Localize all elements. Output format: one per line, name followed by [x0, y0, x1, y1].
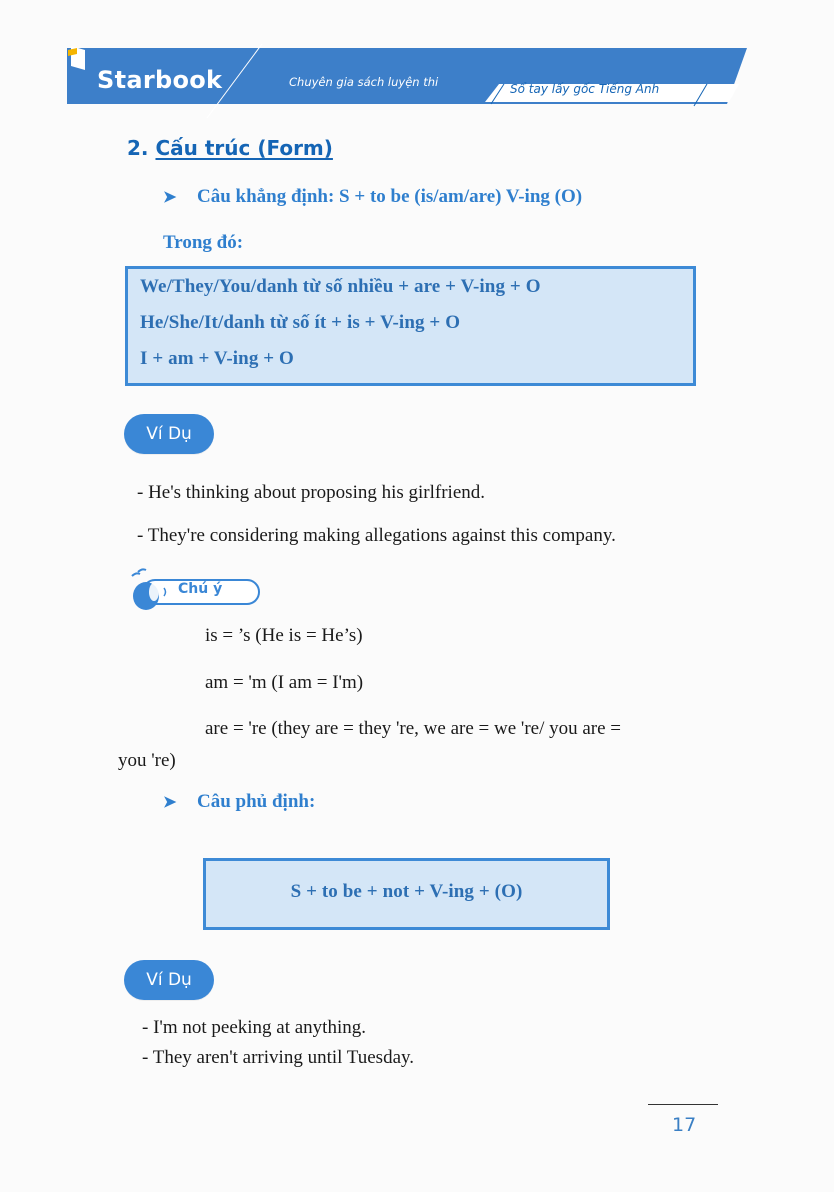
affirmative-heading-text: Câu khẳng định: S + to be (is/am/are) V-ing (O) — [197, 186, 583, 207]
page-header-band — [67, 44, 747, 118]
example-sentence: - They aren't arriving until Tuesday. — [142, 1047, 415, 1068]
note-line: is = ’s (He is = He’s) — [205, 625, 363, 646]
form-line-singular: He/She/It/danh từ số ít + is + V-ing + O — [140, 312, 461, 333]
example-sentence: - They're considering making allegations against this company. — [137, 525, 616, 546]
negative-heading — [163, 791, 315, 813]
header-tagline: Chuyên gia sách luyện thi — [289, 75, 439, 89]
example-sentence: - He's thinking about proposing his girlfriend. — [137, 482, 486, 503]
note-label: Chú ý — [178, 581, 223, 597]
book-subtitle: Sổ tay lấy gốc Tiếng Anh — [510, 82, 660, 96]
section-title — [127, 136, 333, 160]
section-number: 2. — [127, 136, 149, 160]
negative-form-box — [203, 858, 610, 930]
example-label-pill: Ví Dụ — [124, 960, 214, 1000]
page-number: 17 — [672, 1114, 697, 1136]
arrow-bullet-icon: ➤ — [163, 794, 177, 811]
negative-heading-text: Câu phủ định: — [197, 791, 316, 812]
example-label-pill: Ví Dụ — [124, 414, 214, 454]
affirmative-heading — [163, 186, 582, 208]
section-title-text: Cấu trúc (Form) — [155, 136, 333, 160]
note-badge — [124, 566, 264, 616]
negative-form: S + to be + not + V-ing + (O) — [290, 881, 523, 902]
starbook-logo-icon — [67, 44, 89, 74]
where-label: Trong đó: — [163, 232, 244, 253]
note-line: are = 're (they are = they 're, we are = we 're/ you are = — [205, 718, 622, 739]
arrow-bullet-icon: ➤ — [163, 189, 177, 206]
note-line: am = 'm (I am = I'm) — [205, 672, 364, 693]
bleed-through-texture — [560, 130, 564, 147]
example-sentence: - I'm not peeking at anything. — [142, 1017, 366, 1038]
megaphone-icon — [124, 566, 184, 616]
note-line: you 're) — [118, 750, 176, 771]
affirmative-form-box — [125, 266, 696, 386]
form-line-plural: We/They/You/danh từ số nhiều + are + V-ing + O — [140, 276, 541, 297]
form-line-i: I + am + V-ing + O — [140, 348, 294, 369]
page-number-rule — [648, 1104, 718, 1105]
brand-name: Starbook — [97, 66, 223, 94]
